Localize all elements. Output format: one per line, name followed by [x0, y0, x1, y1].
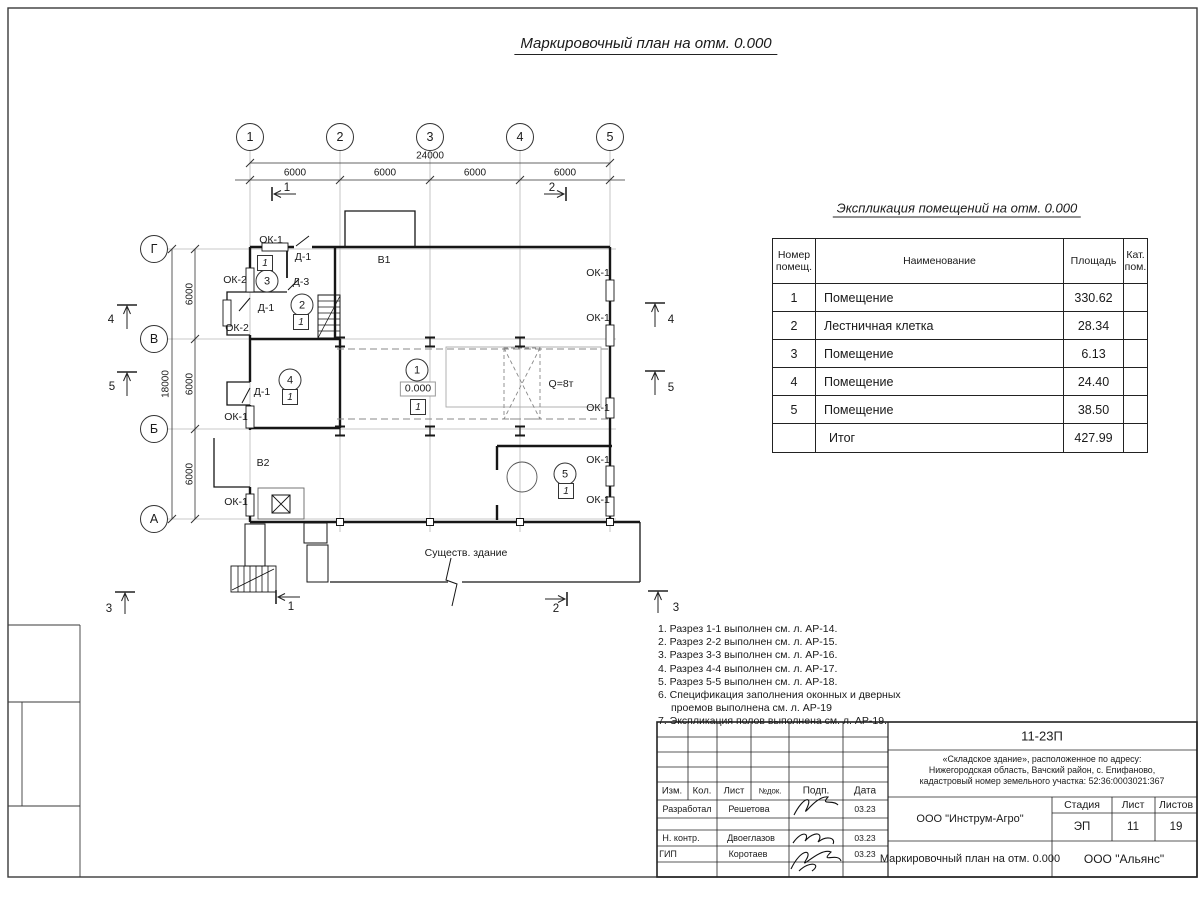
- label-existing-building: Существ. здание: [424, 547, 508, 559]
- label-gate-v2: В2: [256, 457, 270, 469]
- elevation-mark: 0.000: [400, 382, 436, 397]
- role-gip: ГИП: [659, 849, 677, 859]
- section-mark-2-top: 2: [548, 182, 556, 194]
- table-title: Экспликация помещений на отм. 0.000: [833, 201, 1081, 218]
- section-mark-4-left: 4: [107, 314, 115, 326]
- axis-bubble-5: 5: [596, 123, 624, 151]
- table-cell-num: 4: [773, 368, 816, 396]
- room-circle-1: 1: [406, 359, 429, 382]
- table-cell-num: 5: [773, 396, 816, 424]
- dim-bay-left-1: 6000: [184, 282, 196, 306]
- dim-bay-2: 6000: [373, 167, 397, 179]
- table-header-name: Наименование: [816, 239, 1064, 284]
- table-cell-num: 3: [773, 340, 816, 368]
- section-mark-3-bottom-left: 3: [105, 603, 113, 615]
- label-window-ok1-left-b: ОК-1: [224, 411, 248, 423]
- doc-number: 11-23П: [1021, 728, 1063, 744]
- sheets-label: Листов: [1158, 799, 1194, 811]
- name-gip: Коротаев: [728, 849, 768, 859]
- table-cell-num: 1: [773, 284, 816, 312]
- table-cell-cat: [1124, 368, 1147, 396]
- date-gip: 03.23: [854, 849, 876, 859]
- role-developer: Разработал: [662, 804, 712, 814]
- table-cell-name: Помещение: [816, 340, 1064, 368]
- note-line: 1. Разрез 1-1 выполнен см. л. АР-14.: [658, 623, 838, 635]
- dim-bay-left-2: 6000: [184, 372, 196, 396]
- label-door-d1-top: Д-1: [294, 251, 312, 263]
- col-header-ndok: №док.: [758, 786, 782, 796]
- category-box-room5: 1: [558, 483, 574, 499]
- sheet-label: Лист: [1121, 799, 1145, 811]
- table-cell-total-label: Итог: [816, 424, 1064, 452]
- label-window-ok1-right-1: ОК-1: [586, 267, 610, 279]
- date-ncontrol: 03.23: [854, 833, 876, 843]
- axis-bubble-g: Г: [140, 235, 168, 263]
- date-developer: 03.23: [854, 804, 876, 814]
- table-cell-area: 24.40: [1064, 368, 1124, 396]
- object-address-line3: кадастровый номер земельного участка: 52:36:0003021:367: [919, 776, 1165, 786]
- label-window-ok1-right-5: ОК-1: [586, 494, 610, 506]
- stage-value: ЭП: [1073, 821, 1091, 833]
- axis-bubble-2: 2: [326, 123, 354, 151]
- notes-list: [658, 623, 901, 729]
- section-marks: [115, 187, 668, 614]
- note-line: 2. Разрез 2-2 выполнен см. л. АР-15.: [658, 636, 838, 649]
- label-door-d1-mid: Д-1: [257, 302, 275, 314]
- col-header-kol: Кол.: [692, 785, 712, 797]
- sheet-title: Маркировочный план на отм. 0.000: [514, 35, 777, 55]
- col-header-podp: Подп.: [802, 785, 830, 797]
- axis-bubble-v: В: [140, 325, 168, 353]
- table-cell-num: [773, 424, 816, 452]
- table-cell-cat: [1124, 424, 1147, 452]
- axis-bubble-4: 4: [506, 123, 534, 151]
- category-box-room4: 1: [282, 389, 298, 405]
- table-cell-total-area: 427.99: [1064, 424, 1124, 452]
- signature-2: [793, 834, 834, 844]
- table-cell-area: 28.34: [1064, 312, 1124, 340]
- dim-total-left: 18000: [160, 370, 172, 398]
- table-cell-name: Помещение: [816, 396, 1064, 424]
- section-mark-2-bottom: 2: [552, 603, 560, 615]
- table-cell-name: Помещение: [816, 368, 1064, 396]
- note-line: 6. Спецификация заполнения оконных и дверных: [658, 689, 901, 702]
- note-line: 5. Разрез 5-5 выполнен см. л. АР-18.: [658, 675, 838, 688]
- equipment: [258, 462, 537, 519]
- table-cell-area: 6.13: [1064, 340, 1124, 368]
- section-mark-4-right: 4: [667, 314, 675, 326]
- label-door-d1-low: Д-1: [253, 386, 271, 398]
- label-window-ok1-right-4: ОК-1: [586, 454, 610, 466]
- object-address-line1: «Складское здание», расположенное по адресу:: [942, 754, 1142, 764]
- stage-label: Стадия: [1064, 799, 1100, 811]
- role-ncontrol: Н. контр.: [662, 833, 700, 843]
- room-circle-4: 4: [279, 369, 302, 392]
- room-circle-5: 5: [554, 463, 577, 486]
- category-box-room3: 1: [257, 255, 273, 271]
- label-window-ok1-right-2: ОК-1: [586, 312, 610, 324]
- section-mark-5-left: 5: [108, 381, 116, 393]
- section-mark-3-bottom-right: 3: [672, 602, 680, 614]
- name-developer: Решетова: [728, 804, 770, 814]
- label-door-d3: Д-3: [292, 276, 310, 288]
- object-address-line2: Нижегородская область, Вачский район, с. Епифаново,: [928, 765, 1156, 775]
- firm-name: ООО "Альянс": [1083, 852, 1165, 866]
- table-header-area: Площадь: [1064, 239, 1124, 284]
- room-circle-2: 2: [291, 294, 314, 317]
- section-mark-5-right: 5: [667, 382, 675, 394]
- sheet-number: 11: [1127, 821, 1139, 833]
- drawing-title: Маркировочный план на отм. 0.000: [879, 853, 1061, 865]
- explication-table: [772, 238, 1148, 453]
- table-header-num: Номер помещ.: [773, 239, 816, 284]
- name-ncontrol: Двоеглазов: [727, 833, 775, 843]
- label-window-ok2-lower: ОК-2: [225, 322, 249, 334]
- sheets-total: 19: [1169, 821, 1183, 833]
- axis-bubble-1: 1: [236, 123, 264, 151]
- table-cell-name: Лестничная клетка: [816, 312, 1064, 340]
- table-cell-cat: [1124, 340, 1147, 368]
- label-window-ok1-right-3: ОК-1: [586, 402, 610, 414]
- category-box-room1: 1: [410, 399, 426, 415]
- label-window-ok2-upper: ОК-2: [223, 274, 247, 286]
- label-crane-capacity: Q=8т: [548, 378, 574, 390]
- category-box-room2: 1: [293, 314, 309, 330]
- col-header-list: Лист: [723, 785, 745, 797]
- dim-bay-4: 6000: [553, 167, 577, 179]
- table-header-cat: Кат. пом.: [1124, 239, 1147, 284]
- table-cell-cat: [1124, 312, 1147, 340]
- grid-axes-lines: [166, 150, 616, 532]
- note-line: 4. Разрез 4-4 выполнен см. л. АР-17.: [658, 662, 838, 675]
- org-name: ООО "Инструм-Агро": [916, 813, 1024, 825]
- axis-bubble-3: 3: [416, 123, 444, 151]
- room-circle-3: 3: [256, 270, 279, 293]
- label-gate-v1: В1: [377, 254, 391, 266]
- label-window-ok1-left-a: ОК-1: [224, 496, 248, 508]
- dim-bay-3: 6000: [463, 167, 487, 179]
- section-mark-1-bottom: 1: [287, 601, 295, 613]
- note-line: 7. Экспликация полов выполнена см. л. АР-19.: [658, 715, 887, 728]
- table-cell-name: Помещение: [816, 284, 1064, 312]
- table-cell-cat: [1124, 396, 1147, 424]
- dim-bay-left-3: 6000: [184, 462, 196, 486]
- table-cell-num: 2: [773, 312, 816, 340]
- section-mark-1-top: 1: [283, 182, 291, 194]
- col-header-data: Дата: [853, 785, 877, 797]
- axis-bubble-b: Б: [140, 415, 168, 443]
- table-cell-area: 330.62: [1064, 284, 1124, 312]
- signatures: [791, 797, 841, 871]
- col-header-izm: Изм.: [661, 785, 683, 797]
- note-line: 3. Разрез 3-3 выполнен см. л. АР-16.: [658, 649, 838, 662]
- label-window-ok1-top: ОК-1: [259, 234, 283, 246]
- table-cell-area: 38.50: [1064, 396, 1124, 424]
- dim-bay-1: 6000: [283, 167, 307, 179]
- signature-3: [791, 851, 841, 871]
- axis-bubble-a: А: [140, 505, 168, 533]
- note-line-continuation: проемов выполнена см. л. АР-19: [671, 702, 832, 715]
- table-cell-cat: [1124, 284, 1147, 312]
- dim-total-top: 24000: [416, 150, 444, 162]
